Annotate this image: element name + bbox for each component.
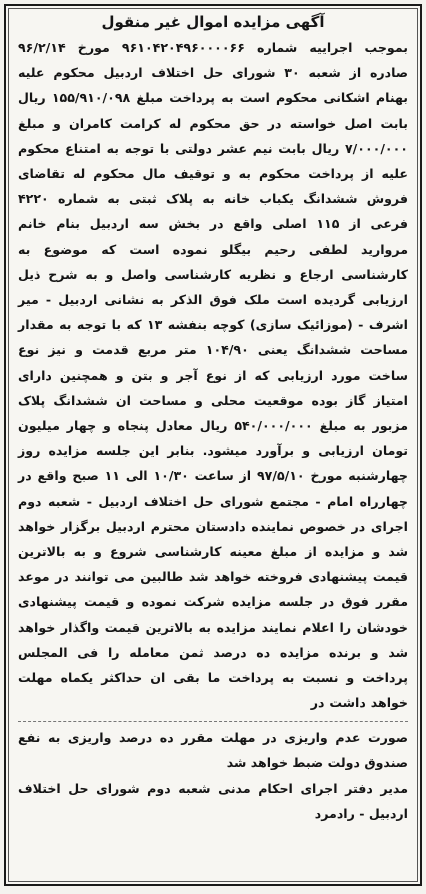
notice-footer: صورت عدم واریزی در مهلت مقرر ده درصد واریزی به نفع صندوق دولت ضبط خواهد شد — [18, 730, 408, 770]
notice-title: آگهی مزایده اموال غیر منقول — [101, 13, 325, 31]
section-divider — [18, 721, 408, 722]
notice-signature: مدیر دفتر اجرای احکام مدنی شعبه دوم شورای حل اختلاف اردبیل - رادمرد — [18, 781, 408, 821]
notice-body: بموجب اجراییه شماره ۹۶۱۰۴۲۰۴۹۶۰۰۰۰۶۶ مورخ ۹۶/۲/۱۴ صادره از شعبه ۳۰ شورای حل اختلاف اردبیل محکوم علیه بهنام اشکانی محکوم است به پرداخت مبلغ ۱۵۵/۹۱۰/۰۹۸ ریال بابت اصل خواسته در حق محکوم له کرامت کامران و مبلغ ۷/۰۰۰/۰۰۰ ریال بابت نیم عشر دولتی با توجه به امتناع محکوم علیه از پرداخت محکوم به و توقیف مال محکوم له تقاضای فروش ششدانگ یکباب خانه به پلاک ثبتی به شماره ۴۲۲۰ فرعی از ۱۱۵ اصلی واقع در بخش سه اردبیل بنام خانم مروارید لطفی رحیم بیگلو نموده است که موضوع به کارشناسی ارجاع و نظریه کارشناسی واصل و به شرح ذیل ارزیابی گردیده است ملک فوق الذکر به نشانی اردبیل - میر اشرف - (موزائیک سازی) کوچه بنفشه ۱۳ که با توجه به مقدار مساحت ششدانگ یعنی ۱۰۴/۹۰ متر مربع قدمت و نیز نوع ساخت مورد ارزیابی که از نوع آجر و بتن و همچنین دارای امتیاز گاز بوده موقعیت محلی و مساحت ان ششدانگ پلاک مزبور به مبلغ ۵۴۰/۰۰۰/۰۰۰ ریال معادل پنجاه و چهار میلیون تومان ارزیابی و برآورد میشود. بنابر این جلسه مزایده روز چهارشنبه مورخ ۹۷/۵/۱۰ از ساعت ۱۰/۳۰ الی ۱۱ صبح واقع در چهارراه امام - مجتمع شورای حل اختلاف اردبیل - شعبه دوم اجرای در خصوص نماینده دادستان محترم اردبیل برگزار خواهد شد و مزایده از مبلغ معینه کارشناسی شروع و به بالاترین قیمت پیشنهادی فروخته خواهد شد طالبین می توانند در موعد مقرر فوق در جلسه مزایده شرکت نموده و قیمت پیشنهادی خودشان را اعلام نمایند مزایده به بالاترین قیمت واگذار خواهد شد و برنده مزایده ده درصد ثمن معامله را فی المجلس پرداخت و نسبت به پرداخت ما بقی ان حداکثر یکماه مهلت خواهد داشت در — [18, 40, 409, 711]
notice-frame — [4, 4, 422, 886]
